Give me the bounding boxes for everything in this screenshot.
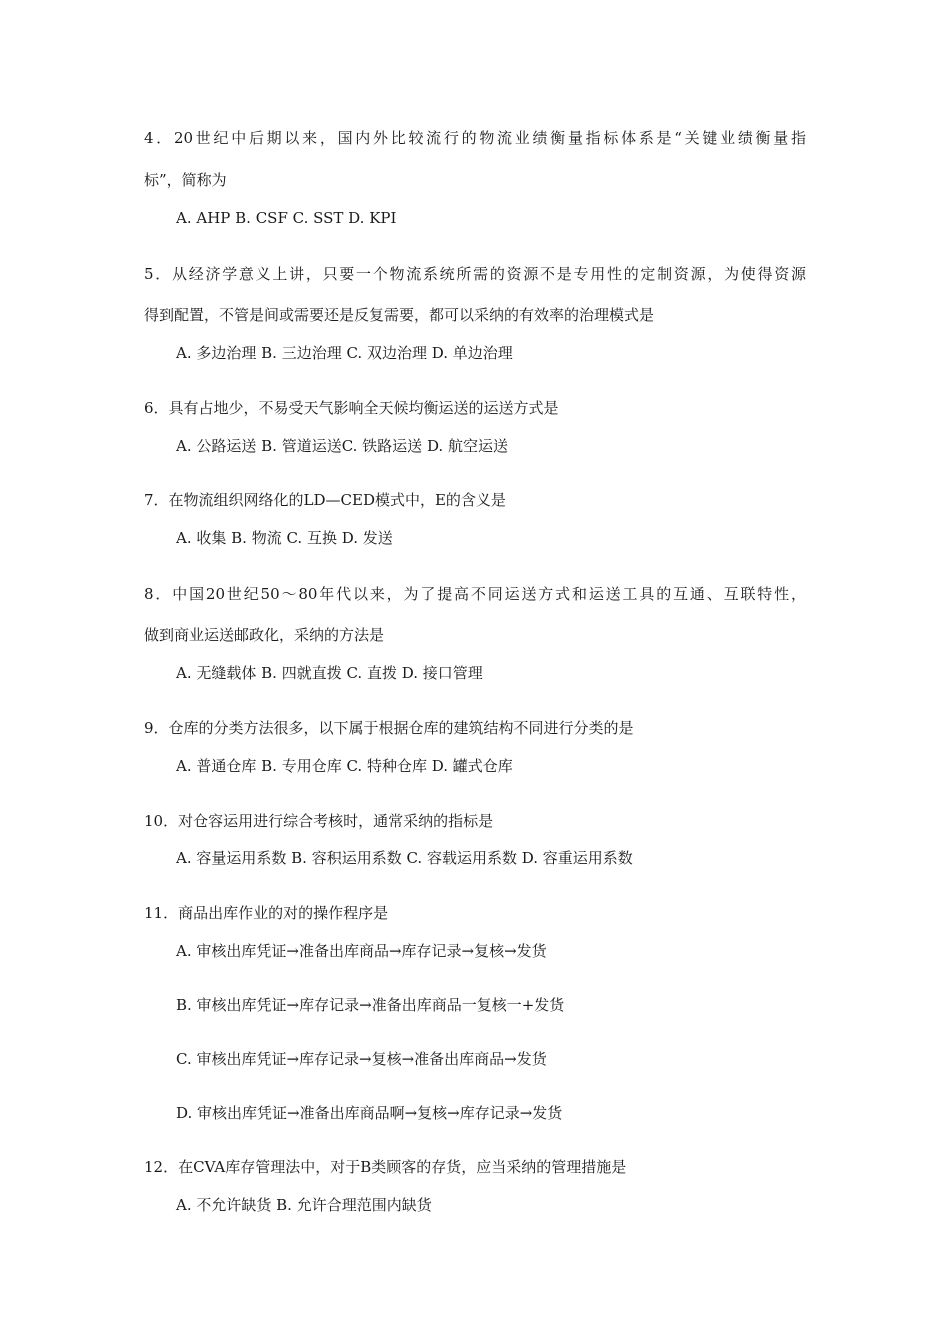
question-6-options: A. 公路运送 B. 管道运送C. 铁路运送 D. 航空运送 (176, 437, 508, 455)
question-8-line-2: 做到商业运送邮政化，采纳的方法是 (144, 626, 385, 644)
question-9-line-1: 9．仓库的分类方法很多，以下属于根据仓库的建筑结构不同进行分类的是 (144, 719, 634, 737)
question-5-line-2: 得到配置，不管是间或需要还是反复需要，都可以采纳的有效率的治理模式是 (144, 306, 655, 324)
question-7-options: A. 收集 B. 物流 C. 互换 D. 发送 (176, 529, 393, 547)
question-9-options: A. 普通仓库 B. 专用仓库 C. 特种仓库 D. 罐式仓库 (176, 757, 513, 775)
question-12-line-1: 12．在CVA库存管理法中，对于B类顾客的存货，应当采纳的管理措施是 (144, 1158, 627, 1176)
question-6-line-1: 6．具有占地少，不易受天气影响全天候均衡运送的运送方式是 (144, 399, 559, 417)
question-10-line-1: 10．对仓容运用进行综合考核时，通常采纳的指标是 (144, 812, 494, 830)
question-7-line-1: 7．在物流组织网络化的LD—CED模式中，E的含义是 (144, 491, 506, 509)
question-4-options: A. AHP B. CSF C. SST D. KPI (176, 209, 397, 227)
question-11-option-b: B. 审核出库凭证→库存记录→准备出库商品一复核一+发货 (176, 996, 565, 1014)
question-11-option-a: A. 审核出库凭证→准备出库商品→库存记录→复核→发货 (176, 942, 547, 960)
question-11-line-1: 11．商品出库作业的对的操作程序是 (144, 904, 389, 922)
question-4-line-1: 4．20世纪中后期以来，国内外比较流行的物流业绩衡量指标体系是“关键业绩衡量指 (144, 129, 806, 147)
question-11-option-d: D. 审核出库凭证→准备出库商品啊→复核→库存记录→发货 (176, 1104, 563, 1122)
question-5-options: A. 多边治理 B. 三边治理 C. 双边治理 D. 单边治理 (176, 344, 513, 362)
question-12-options: A. 不允许缺货 B. 允许合理范围内缺货 (176, 1196, 432, 1214)
question-4-line-2: 标”，简称为 (144, 171, 227, 189)
question-5-line-1: 5．从经济学意义上讲，只要一个物流系统所需的资源不是专用性的定制资源，为使得资源 (144, 265, 806, 283)
question-8-line-1: 8．中国20世纪50～80年代以来，为了提高不同运送方式和运送工具的互通、互联特性， (144, 585, 806, 603)
question-8-options: A. 无缝载体 B. 四就直拨 C. 直拨 D. 接口管理 (176, 664, 483, 682)
question-10-options: A. 容量运用系数 B. 容积运用系数 C. 容载运用系数 D. 容重运用系数 (176, 849, 633, 867)
question-11-option-c: C. 审核出库凭证→库存记录→复核→准备出库商品→发货 (176, 1050, 547, 1068)
